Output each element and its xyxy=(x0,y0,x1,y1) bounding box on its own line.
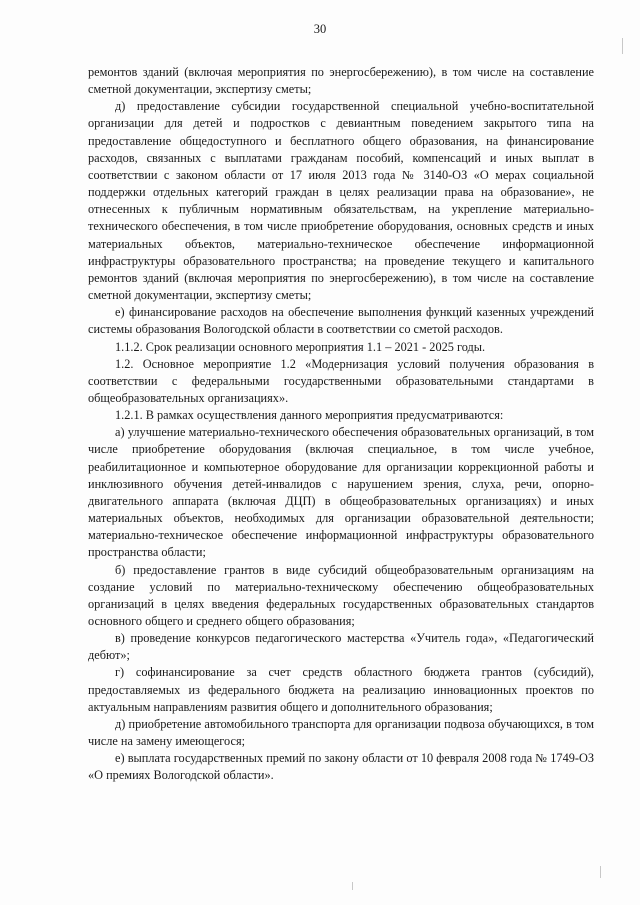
scan-artifact xyxy=(600,866,601,878)
document-body xyxy=(88,64,594,785)
paragraph-1-2-1: 1.2.1. В рамках осуществления данного мероприятия предусматриваются: xyxy=(115,408,504,423)
scan-artifact xyxy=(352,882,353,890)
paragraph-item-a: а) улучшение материально-технического обеспечения образовательных организаций, в том числе приобретение оборудования (включая специальное, в том числе учебное, реабилитационное и компьютерное оборудование для организации коррекционной работы и инклюзивного обучения детей-инвалидов с нарушением зрения, слуха, речи, опорно-двигательного аппарата (включая ДЦП) в общеобразовательных организациях) и иных материальных объектов, необходимых для организации образовательной деятельности; материально-техническое обеспечение информационной инфраструктуры образовательного пространства области; xyxy=(88,425,594,560)
paragraph-item-d: д) предоставление субсидии государственной специальной учебно-воспитательной организации для детей и подростков с девиантным поведением закрытого типа на предоставление общедоступного и бесплатного общего образования, на финансирование расходов, связанных с выплатами гражданам пособий, компенсаций и иных выплат в соответствии с законом области от 17 июля 2013 года № 3140-ОЗ «О мерах социальной поддержки отдельных категорий граждан в целях реализации права на образование», не отнесенных к публичным нормативным обязательствам, на укрепление материально-технического обеспечения, в том числе приобретение оборудования, основных средств и иных материальных объектов, материально-техническое обеспечение информационной инфраструктуры образовательного пространства; на проведение текущего и капитального ремонтов зданий (включая мероприятия по энергосбережению), в том числе на составление сметной документации, экспертизу сметы; xyxy=(88,99,594,303)
paragraph-item-b: б) предоставление грантов в виде субсидий общеобразовательным организациям на создание условий по материально-техническому обеспечению общеобразовательных организаций в целях введения федеральных государственных образовательных стандартов основного общего и среднего общего образования; xyxy=(88,562,594,628)
paragraph-continuation: ремонтов зданий (включая мероприятия по энергосбережению), в том числе на составление сметной документации, экспертизу сметы; xyxy=(88,65,594,97)
paragraph-item-e: е) финансирование расходов на обеспечение выполнения функций казенных учреждений системы образования Вологодской области в соответствии со сметой расходов. xyxy=(88,305,594,337)
paragraph-item-g: г) софинансирование за счет средств областного бюджета грантов (субсидий), предоставляемых из федерального бюджета на реализацию инновационных проектов по актуальным направлениям развития общего и дополнительного образования; xyxy=(88,665,594,714)
paragraph-item-v: в) проведение конкурсов педагогического мастерства «Учитель года», «Педагогический дебют»; xyxy=(88,631,594,663)
scan-artifact xyxy=(622,38,623,54)
paragraph-item-d2: д) приобретение автомобильного транспорта для организации подвоза обучающихся, в том числе на замену имеющегося; xyxy=(88,716,594,749)
paragraph-1-1-2: 1.1.2. Срок реализации основного мероприятия 1.1 – 2021 - 2025 годы. xyxy=(115,339,486,354)
page-number: 30 xyxy=(313,22,327,36)
paragraph-item-e2: е) выплата государственных премий по закону области от 10 февраля 2008 года № 1749-ОЗ «О премиях Вологодской области». xyxy=(88,751,594,783)
paragraph-1-2: 1.2. Основное мероприятие 1.2 «Модернизация условий получения образования в соответствии с федеральными государственными образовательными стандартами в общеобразовательных организациях». xyxy=(88,356,594,405)
